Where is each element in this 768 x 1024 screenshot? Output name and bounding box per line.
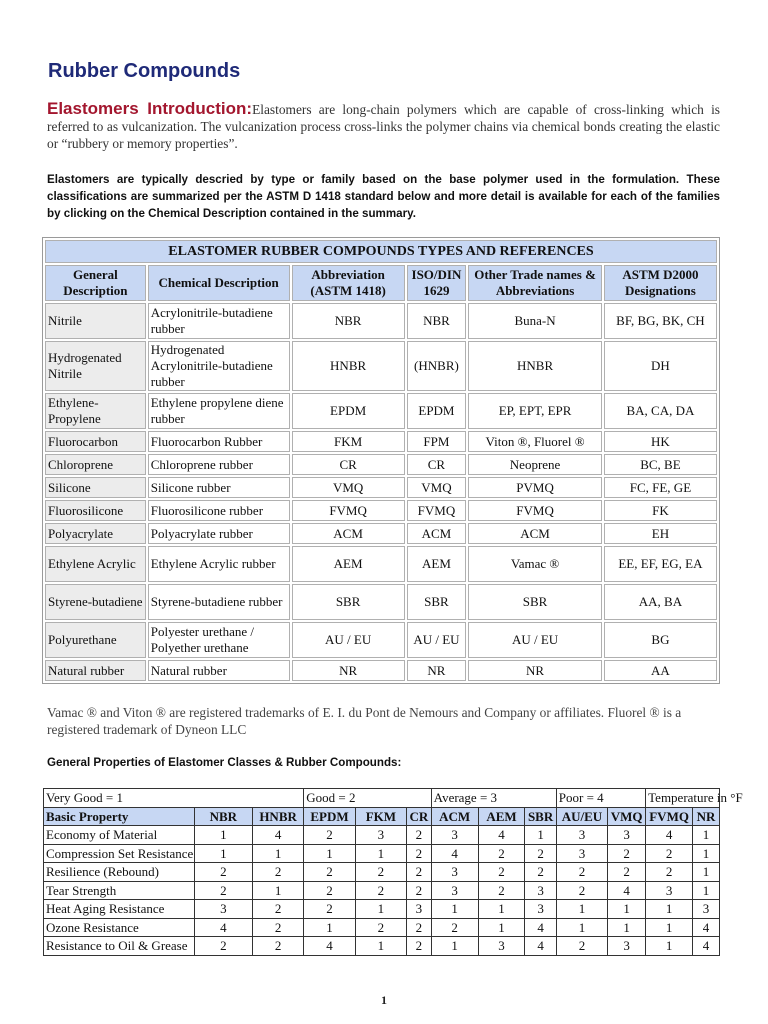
property-rating: 1 [608, 918, 646, 937]
property-rating: 2 [304, 900, 355, 919]
compound-general-description: Fluorosilicone [45, 500, 146, 521]
compound-chemical-description: Silicone rubber [148, 477, 290, 498]
property-rating: 2 [478, 881, 525, 900]
compound-general-description: Polyurethane [45, 622, 146, 658]
compound-general-description: Ethylene Acrylic [45, 546, 146, 582]
property-rating: 1 [556, 918, 607, 937]
compound-row [45, 622, 717, 658]
property-column-header: CR [407, 807, 432, 826]
legend-very-good: Very Good = 1 [44, 789, 304, 808]
compound-trade-names: AU / EU [468, 622, 602, 658]
property-rating: 3 [525, 900, 556, 919]
compound-trade-names: ACM [468, 523, 602, 544]
compound-trade-names: Neoprene [468, 454, 602, 475]
property-row [44, 844, 720, 863]
compound-chemical-description: Natural rubber [148, 660, 290, 681]
compound-astm-designation: FC, FE, GE [604, 477, 717, 498]
compound-trade-names: PVMQ [468, 477, 602, 498]
property-rating: 2 [525, 844, 556, 863]
intro-text: Elastomers are long-chain polymers which are capable of cross-linking which is referred to as vulcanization. The vulcanization process cross-links the polymer chains via chemical bonds creating the elastic or “rubbery or memory properties”. [47, 102, 721, 151]
property-rating: 2 [608, 863, 646, 882]
property-rating: 2 [525, 863, 556, 882]
compound-iso-din: (HNBR) [407, 341, 467, 391]
property-rating: 3 [478, 937, 525, 956]
compound-general-description: Silicone [45, 477, 146, 498]
compound-chemical-description: Fluorocarbon Rubber [148, 431, 290, 452]
compound-row [45, 584, 717, 620]
legend-average: Average = 3 [431, 789, 556, 808]
header-trade-names: Other Trade names & Abbreviations [468, 265, 602, 301]
compound-chemical-description: Styrene-butadiene rubber [148, 584, 290, 620]
compound-iso-din: EPDM [407, 393, 467, 429]
compound-iso-din: NBR [407, 303, 467, 339]
property-rating: 4 [525, 937, 556, 956]
compound-row [45, 393, 717, 429]
compound-iso-din: ACM [407, 523, 467, 544]
property-rating: 2 [646, 844, 693, 863]
compound-general-description: Styrene-butadiene [45, 584, 146, 620]
compound-iso-din: AEM [407, 546, 467, 582]
property-name: Resilience (Rebound) [44, 863, 195, 882]
property-rating: 1 [556, 900, 607, 919]
compound-astm-designation: BF, BG, BK, CH [604, 303, 717, 339]
property-rating: 1 [252, 844, 303, 863]
property-rating: 2 [478, 863, 525, 882]
compound-abbreviation: ACM [292, 523, 405, 544]
classification-paragraph: Elastomers are typically descried by type or family based on the base polymer used in the formulation. These classifications are summarized per the ASTM D 1418 standard below and more detail is available for each of the families by clicking on the Chemical Description contained in the summary. [47, 173, 720, 220]
property-rating: 1 [355, 900, 406, 919]
property-rating: 1 [693, 881, 720, 900]
property-rating: 1 [525, 826, 556, 845]
property-rating: 2 [407, 863, 432, 882]
property-rating: 3 [556, 844, 607, 863]
property-rating: 2 [355, 863, 406, 882]
compound-astm-designation: FK [604, 500, 717, 521]
header-abbreviation: Abbreviation (ASTM 1418) [292, 265, 405, 301]
property-column-header: NR [693, 807, 720, 826]
compound-general-description: Natural rubber [45, 660, 146, 681]
property-column-header: HNBR [252, 807, 303, 826]
legend-temperature: Temperature in °F [646, 789, 720, 808]
property-rating: 2 [478, 844, 525, 863]
property-rating: 3 [646, 881, 693, 900]
properties-table [43, 788, 743, 956]
property-rating: 3 [431, 863, 478, 882]
property-column-header: EPDM [304, 807, 355, 826]
header-basic-property: Basic Property [44, 807, 195, 826]
property-rating: 1 [194, 844, 252, 863]
compound-astm-designation: BA, CA, DA [604, 393, 717, 429]
compound-row [45, 477, 717, 498]
property-rating: 2 [194, 863, 252, 882]
compound-abbreviation: NBR [292, 303, 405, 339]
header-general-description: General Description [45, 265, 146, 301]
compound-general-description: Hydrogenated Nitrile [45, 341, 146, 391]
property-name: Resistance to Oil & Grease [44, 937, 195, 956]
property-rating: 2 [407, 937, 432, 956]
property-rating: 4 [252, 826, 303, 845]
compound-trade-names: Viton ®, Fluorel ® [468, 431, 602, 452]
property-name: Compression Set Resistance [44, 844, 195, 863]
property-rating: 3 [525, 881, 556, 900]
compound-row [45, 431, 717, 452]
property-rating: 2 [407, 826, 432, 845]
property-rating: 2 [252, 900, 303, 919]
compounds-table-title: ELASTOMER RUBBER COMPOUNDS TYPES AND REFERENCES [45, 240, 717, 263]
property-name: Tear Strength [44, 881, 195, 900]
compound-general-description: Polyacrylate [45, 523, 146, 544]
property-rating: 2 [194, 881, 252, 900]
property-rating: 2 [252, 918, 303, 937]
property-rating: 2 [304, 881, 355, 900]
trademark-note: Vamac ® and Viton ® are registered trademarks of E. I. du Pont de Nemours and Company or affiliates. Fluorel ® is a registered trademark of Dyneon LLC [47, 705, 682, 737]
property-column-header: NBR [194, 807, 252, 826]
compound-chemical-description: Ethylene Acrylic rubber [148, 546, 290, 582]
property-rating: 1 [478, 918, 525, 937]
property-column-header: ACM [431, 807, 478, 826]
property-name: Economy of Material [44, 826, 195, 845]
page-title: Rubber Compounds [48, 60, 241, 82]
compound-abbreviation: AEM [292, 546, 405, 582]
compound-general-description: Chloroprene [45, 454, 146, 475]
compound-abbreviation: FVMQ [292, 500, 405, 521]
property-rating: 4 [646, 826, 693, 845]
property-rating: 2 [304, 863, 355, 882]
compound-iso-din: NR [407, 660, 467, 681]
compound-astm-designation: EE, EF, EG, EA [604, 546, 717, 582]
property-name: Heat Aging Resistance [44, 900, 195, 919]
property-rating: 2 [556, 937, 607, 956]
property-rating: 1 [646, 900, 693, 919]
compound-trade-names: SBR [468, 584, 602, 620]
property-rating: 4 [304, 937, 355, 956]
property-rating: 3 [608, 937, 646, 956]
property-rating: 2 [407, 881, 432, 900]
header-astm-d2000: ASTM D2000 Designations [604, 265, 717, 301]
property-rating: 1 [355, 937, 406, 956]
property-rating: 4 [693, 937, 720, 956]
property-rating: 1 [194, 826, 252, 845]
compound-chemical-description: Acrylonitrile-butadiene rubber [148, 303, 290, 339]
compounds-table-header-row [45, 265, 717, 301]
property-rating: 1 [646, 918, 693, 937]
compounds-table [42, 237, 720, 684]
property-rating: 4 [693, 918, 720, 937]
compound-astm-designation: HK [604, 431, 717, 452]
compound-chemical-description: Chloroprene rubber [148, 454, 290, 475]
compound-abbreviation: AU / EU [292, 622, 405, 658]
property-rating: 4 [478, 826, 525, 845]
property-column-header: SBR [525, 807, 556, 826]
property-column-header: AU/EU [556, 807, 607, 826]
page-number: 1 [381, 993, 387, 1007]
compound-iso-din: AU / EU [407, 622, 467, 658]
compound-astm-designation: BG [604, 622, 717, 658]
property-rating: 1 [478, 900, 525, 919]
compound-abbreviation: HNBR [292, 341, 405, 391]
property-rating: 3 [431, 881, 478, 900]
property-rating: 2 [556, 863, 607, 882]
property-rating: 2 [407, 918, 432, 937]
compound-row [45, 454, 717, 475]
compound-row [45, 341, 717, 391]
property-rating: 3 [556, 826, 607, 845]
property-column-header: VMQ [608, 807, 646, 826]
property-rating: 2 [431, 918, 478, 937]
property-row [44, 863, 720, 882]
property-rating: 1 [646, 937, 693, 956]
compound-iso-din: FVMQ [407, 500, 467, 521]
property-rating: 1 [355, 844, 406, 863]
property-column-header: AEM [478, 807, 525, 826]
property-rating: 1 [693, 844, 720, 863]
compound-trade-names: Vamac ® [468, 546, 602, 582]
property-rating: 4 [194, 918, 252, 937]
property-name: Ozone Resistance [44, 918, 195, 937]
property-rating: 3 [693, 900, 720, 919]
compound-chemical-description: Fluorosilicone rubber [148, 500, 290, 521]
compound-trade-names: NR [468, 660, 602, 681]
property-rating: 3 [194, 900, 252, 919]
properties-header-row [44, 807, 720, 826]
property-rating: 3 [355, 826, 406, 845]
compound-astm-designation: EH [604, 523, 717, 544]
property-rating: 1 [304, 844, 355, 863]
property-rating: 4 [431, 844, 478, 863]
header-iso-din: ISO/DIN 1629 [407, 265, 467, 301]
compound-abbreviation: NR [292, 660, 405, 681]
compound-row [45, 660, 717, 681]
property-rating: 1 [431, 937, 478, 956]
compound-chemical-description: Ethylene propylene diene rubber [148, 393, 290, 429]
compound-row [45, 523, 717, 544]
compound-chemical-description: Polyacrylate rubber [148, 523, 290, 544]
intro-paragraph [47, 100, 720, 152]
property-rating: 1 [252, 881, 303, 900]
property-rating: 2 [407, 844, 432, 863]
property-rating: 2 [252, 937, 303, 956]
compound-astm-designation: AA [604, 660, 717, 681]
property-rating: 2 [556, 881, 607, 900]
property-rating: 2 [355, 881, 406, 900]
compound-astm-designation: BC, BE [604, 454, 717, 475]
compound-iso-din: FPM [407, 431, 467, 452]
property-rating: 4 [608, 881, 646, 900]
property-row [44, 826, 720, 845]
compound-abbreviation: SBR [292, 584, 405, 620]
compound-astm-designation: AA, BA [604, 584, 717, 620]
compound-chemical-description: Polyester urethane / Polyether urethane [148, 622, 290, 658]
property-rating: 3 [431, 826, 478, 845]
legend-poor: Poor = 4 [556, 789, 645, 808]
property-rating: 2 [608, 844, 646, 863]
compound-abbreviation: EPDM [292, 393, 405, 429]
compound-iso-din: CR [407, 454, 467, 475]
compound-abbreviation: CR [292, 454, 405, 475]
properties-legend-row [44, 789, 720, 808]
header-chemical-description: Chemical Description [148, 265, 290, 301]
property-rating: 1 [431, 900, 478, 919]
properties-heading: General Properties of Elastomer Classes & Rubber Compounds: [47, 756, 402, 769]
intro-heading: Elastomers Introduction: [47, 99, 253, 118]
property-rating: 1 [304, 918, 355, 937]
compound-abbreviation: FKM [292, 431, 405, 452]
property-rating: 3 [407, 900, 432, 919]
property-row [44, 937, 720, 956]
compound-trade-names: Buna-N [468, 303, 602, 339]
property-rating: 2 [646, 863, 693, 882]
compound-iso-din: SBR [407, 584, 467, 620]
property-row [44, 918, 720, 937]
compound-abbreviation: VMQ [292, 477, 405, 498]
property-rating: 1 [608, 900, 646, 919]
property-rating: 1 [693, 863, 720, 882]
compounds-table-title-row [45, 240, 717, 263]
compound-row [45, 546, 717, 582]
property-row [44, 900, 720, 919]
property-rating: 1 [693, 826, 720, 845]
compound-trade-names: EP, EPT, EPR [468, 393, 602, 429]
compound-general-description: Fluorocarbon [45, 431, 146, 452]
compound-row [45, 500, 717, 521]
compound-trade-names: HNBR [468, 341, 602, 391]
compound-astm-designation: DH [604, 341, 717, 391]
property-rating: 4 [525, 918, 556, 937]
compound-chemical-description: Hydrogenated Acrylonitrile-butadiene rubber [148, 341, 290, 391]
compound-general-description: Ethylene-Propylene [45, 393, 146, 429]
property-rating: 3 [608, 826, 646, 845]
property-rating: 2 [252, 863, 303, 882]
property-column-header: FKM [355, 807, 406, 826]
legend-good: Good = 2 [304, 789, 431, 808]
property-rating: 2 [194, 937, 252, 956]
compound-trade-names: FVMQ [468, 500, 602, 521]
compound-iso-din: VMQ [407, 477, 467, 498]
compound-general-description: Nitrile [45, 303, 146, 339]
property-column-header: FVMQ [646, 807, 693, 826]
property-rating: 2 [304, 826, 355, 845]
property-row [44, 881, 720, 900]
property-rating: 2 [355, 918, 406, 937]
compound-row [45, 303, 717, 339]
